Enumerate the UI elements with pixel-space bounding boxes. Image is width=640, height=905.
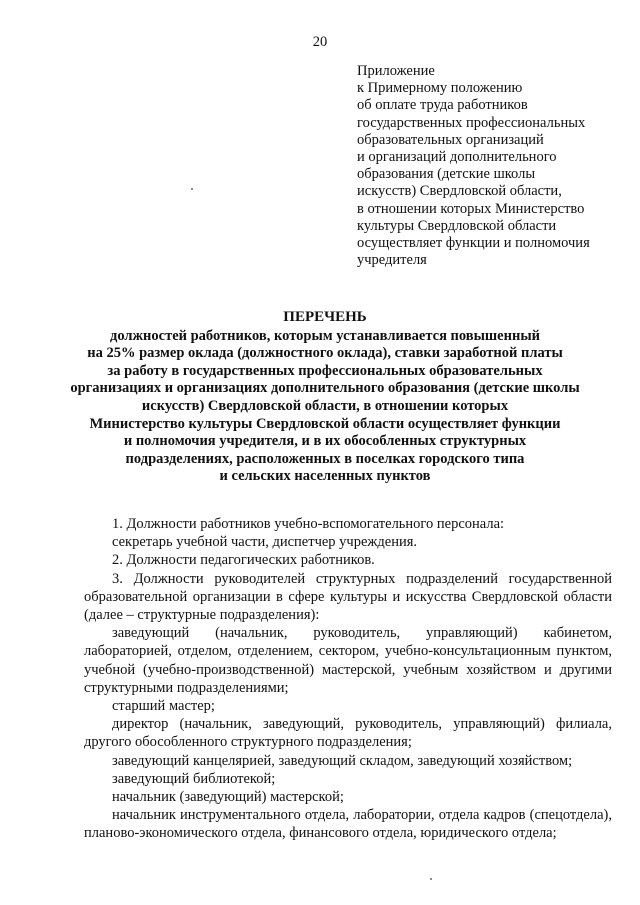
body-paragraph: 3. Должности руководителей структурных подразделений государственной образовательной организации в сфере культуры и искусства Свердловской области (далее – структурные подразделения): [84,570,612,624]
appendix-line: образовательных организаций [357,131,544,148]
appendix-line: учредителя [357,252,427,269]
appendix-line: и организаций дополнительного [357,149,557,166]
body-paragraph: директор (начальник, заведующий, руководитель, управляющий) филиала, другого обособленного структурного подразделения; [84,716,612,751]
body-paragraph: заведующий канцелярией, заведующий складом, заведующий хозяйством; [112,752,573,769]
body-paragraph: начальник (заведующий) мастерской; [112,789,344,806]
appendix-line: в отношении которых Министерство [357,200,585,217]
appendix-line: культуры Свердловской области [357,217,557,234]
body-paragraph: заведующий (начальник, руководитель, управляющий) кабинетом, лабораторией, отделом, отделением, сектором, учебно-консультационным пунктом, учебной (учебно-производственной) мастерской, учебным хозяйством и другими структурными подразделениями; [84,625,612,696]
title-line: Министерство культуры Свердловской области осуществляет функции [89,415,561,432]
appendix-line: к Примерному положению [357,80,523,97]
appendix-header [357,63,627,269]
body-paragraph: старший мастер; [112,698,215,715]
body-paragraph: 1. Должности работников учебно-вспомогательного персонала: [112,516,505,532]
title-line: искусств) Свердловской области, в отношении которых [141,397,509,414]
title-heading: ПЕРЕЧЕНЬ [283,309,367,325]
scan-speck [430,878,432,880]
appendix-line: об оплате труда работников [357,97,528,114]
appendix-line: Приложение [357,63,435,79]
body-paragraph: 2. Должности педагогических работников. [112,552,375,569]
body-paragraph: секретарь учебной части, диспетчер учреждения. [112,534,418,551]
appendix-line: осуществляет функции и полномочия [357,235,590,252]
document-body [84,515,612,843]
title-line: за работу в государственных профессиональных образовательных [107,362,543,379]
scan-speck [191,188,193,190]
title-line: и сельских населенных пунктов [219,468,431,485]
title-line: и полномочия учредителя, и в их обособленных структурных [123,433,527,450]
title-line: должностей работников, которым устанавливается повышенный [109,327,540,344]
title-line: подразделениях, расположенных в поселках городского типа [125,450,525,467]
title-line: на 25% размер оклада (должностного оклада), ставки заработной платы [87,345,563,362]
body-paragraph: заведующий библиотекой; [112,770,276,787]
appendix-line: образования (детские школы [357,166,536,183]
appendix-line: искусств) Свердловской области, [357,183,562,200]
appendix-line: государственных профессиональных [357,114,586,131]
page-number: 20 [312,34,328,50]
title-line: организациях и организациях дополнительного образования (детские школы [70,380,580,397]
body-paragraph: начальник инструментального отдела, лаборатории, отдела кадров (спецотдела), планово-экономического отдела, финансового отдела, юридического отдела; [84,807,612,842]
document-title [40,309,610,486]
